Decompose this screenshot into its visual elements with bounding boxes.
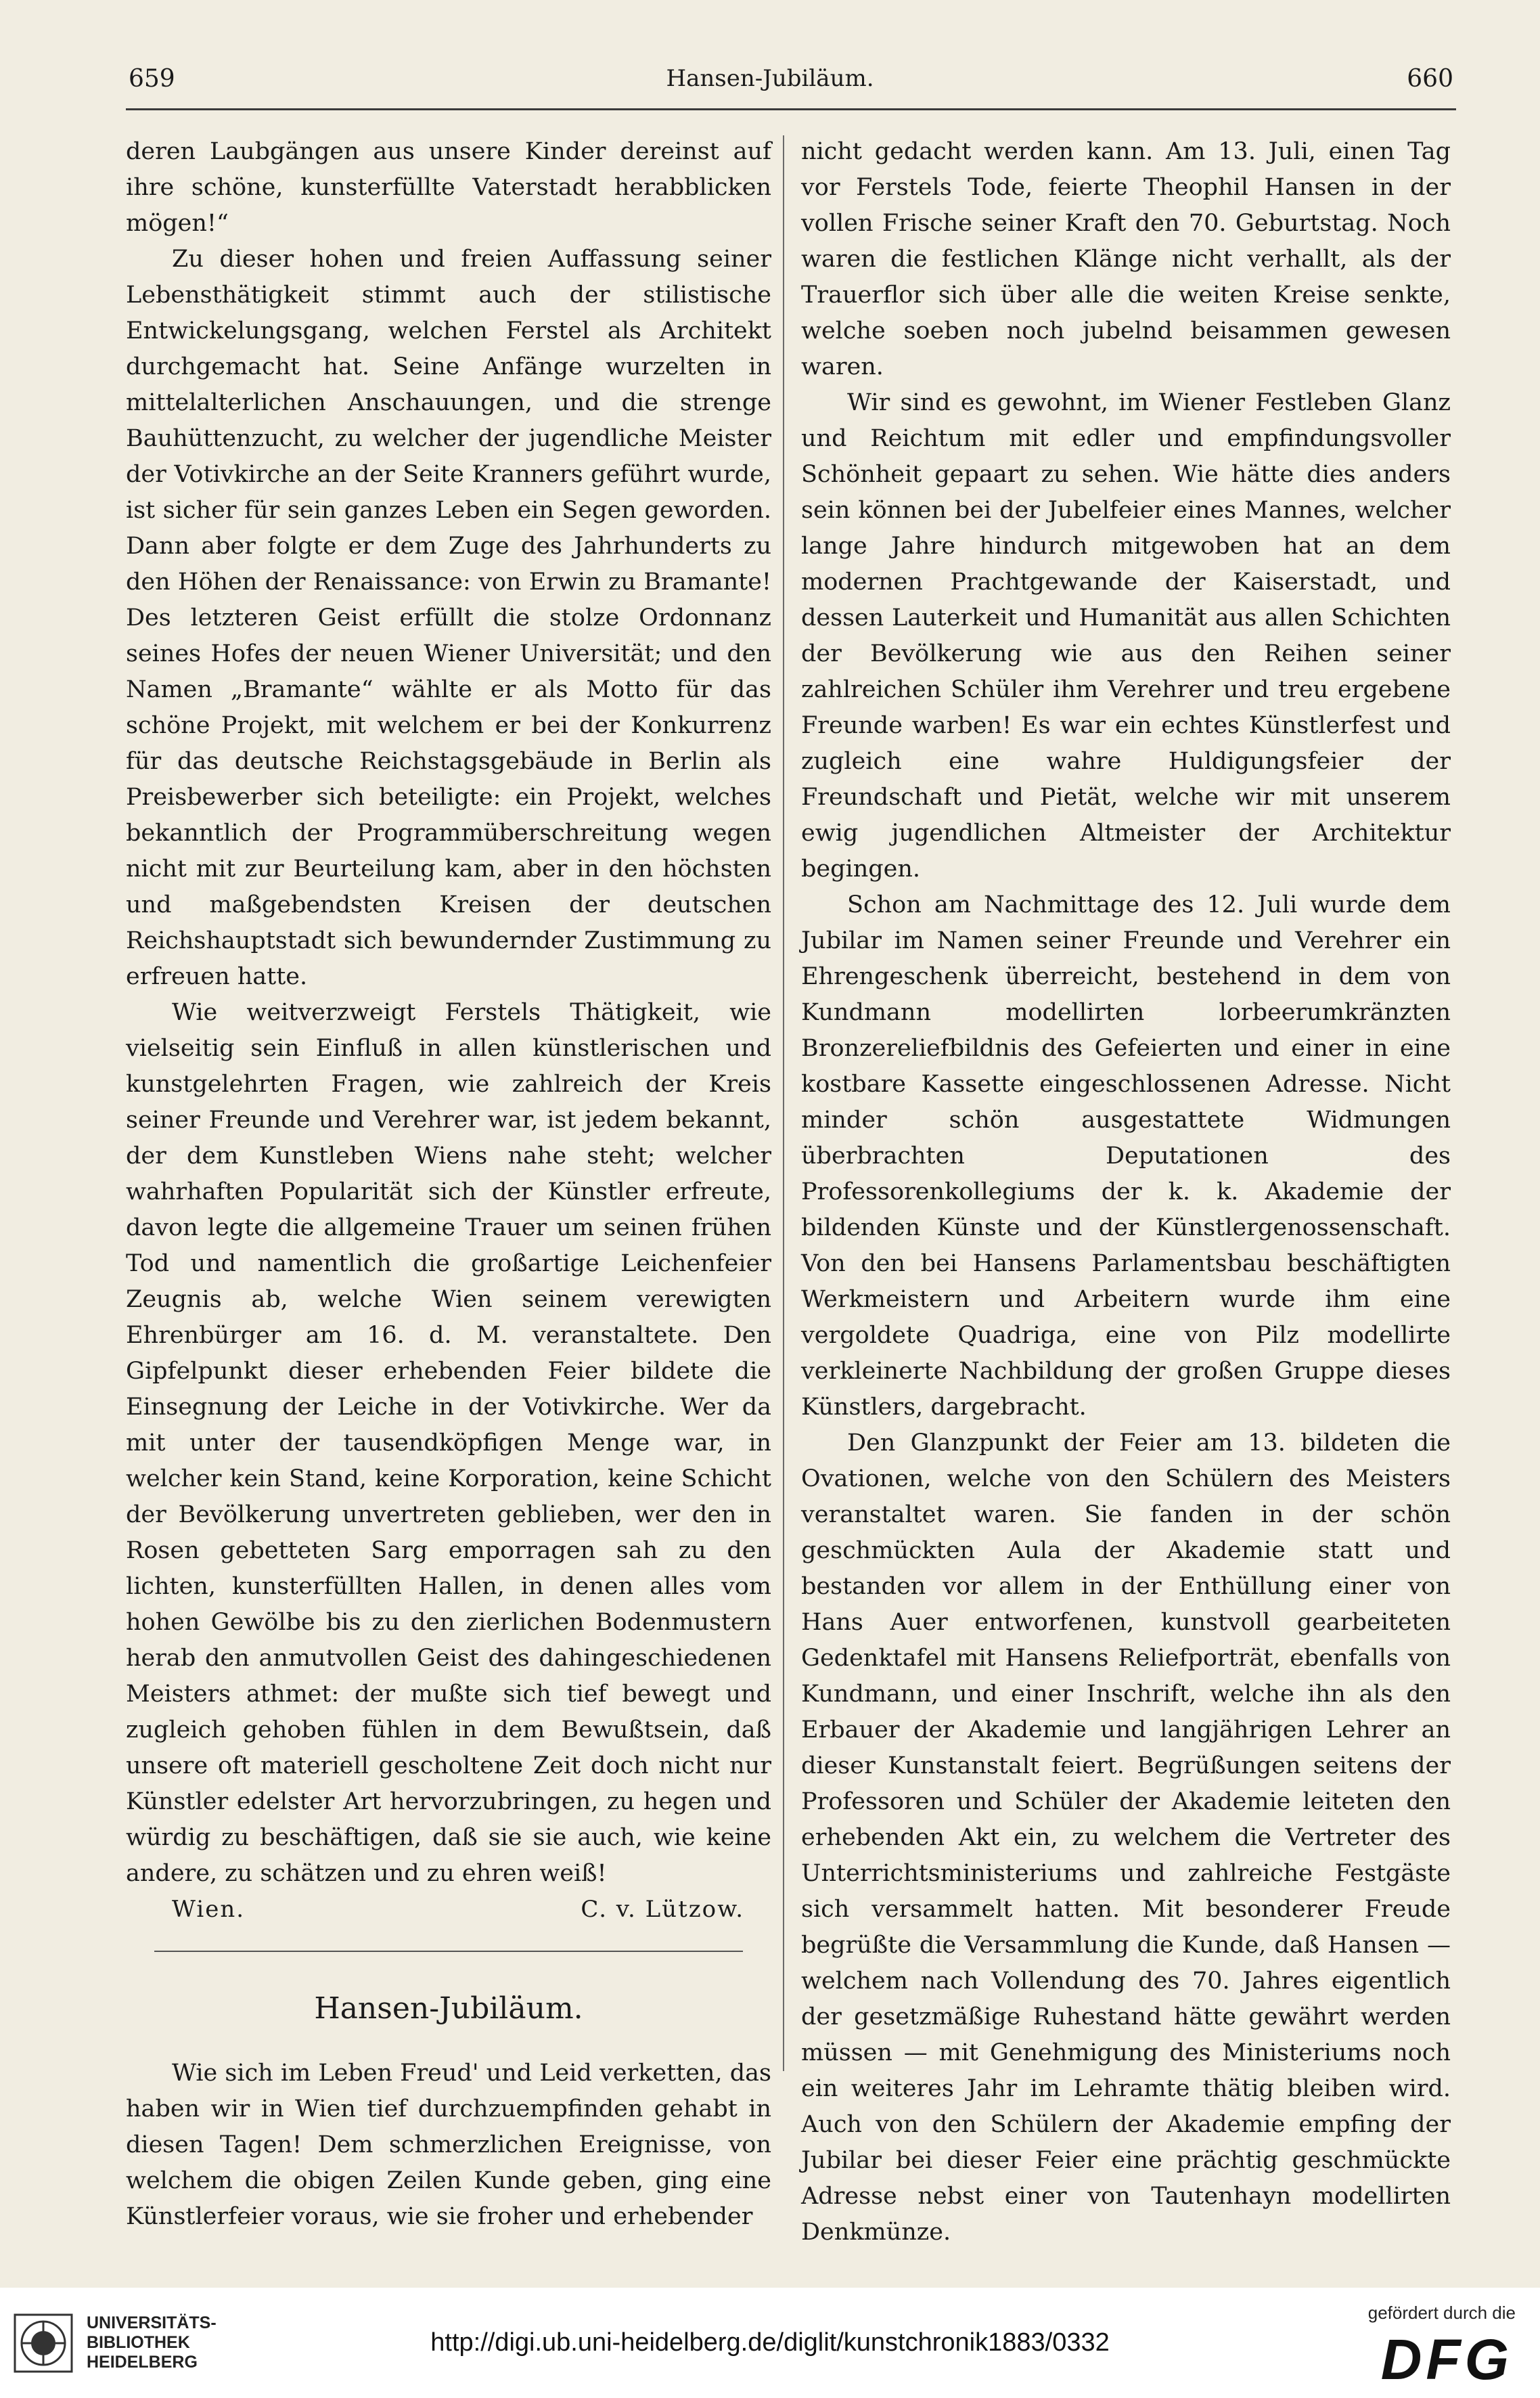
header-rule <box>126 108 1456 110</box>
article1-place: Wien. <box>172 1896 246 1923</box>
right-column <box>801 134 1451 2250</box>
funded-by-label: gefördert durch die <box>1367 2303 1516 2323</box>
source-url-link[interactable]: http://digi.ub.uni-heidelberg.de/diglit/kunstchronik1883/0332 <box>430 2328 1110 2357</box>
page-number-right: 660 <box>1407 65 1453 93</box>
running-title: Hansen-Jubiläum. <box>666 65 874 92</box>
article2-paragraph-2: Wir sind es gewohnt, im Wiener Festleben Glanz und Reichtum mit edler und empfindungsvoller Schönheit gepaart zu sehen. Wie hätte dies anders sein können bei der Jubelfeier eines Mannes, welcher lange Jahre hindurch mitgewoben hat an dem modernen Prachtgewande der Kaiserstadt, und dessen Lauterkeit und Humanität aus allen Schichten der Bevölkerung wie aus den Reihen seiner zahlreichen Schüler ihm Verehrer und treu ergebene Freunde warben! Es war ein echtes Künstlerfest und zugleich eine wahre Huldigungsfeier der Freundschaft und Pietät, welche wir mit unserem ewig jugendlichen Altmeister der Architektur begingen. <box>801 389 1451 883</box>
page-number-left: 659 <box>129 65 175 93</box>
article2-paragraph-4: Den Glanzpunkt der Feier am 13. bildeten die Ovationen, welche von den Schülern des Meisters veranstaltet waren. Sie fanden in der schön geschmückten Aula der Akademie statt und bestanden vor allem in der Enthüllung einer von Hans Auer entworfenen, kunstvoll gearbeiteten Gedenktafel mit Hansens Reliefporträt, ebenfalls von Kundmann, und einer Inschrift, welche ihn als den Erbauer der Akademie und langjährigen Lehrer an dieser Kunstanstalt feiert. Begrüßungen seitens der Professoren und Schüler der Akademie leiteten den erhebenden Akt ein, zu welchem die Vertreter des Unterrichtsministeriums und zahlreiche Festgäste sich versammelt hatten. Mit besonderer Freude begrüßte die Versammlung die Kunde, daß Hansen — welchem nach Vollendung des 70. Jahres eigentlich der gesetzmäßige Ruhestand hätte gewährt werden müssen — mit Genehmigung des Ministeriums noch ein weiteres Jahr im Lehramte thätig bleiben wird. Auch von den Schülern der Akademie empfing der Jubilar bei dieser Feier eine prächtig geschmückte Adresse nebst einer von Tautenhayn modellirten Denkmünze. <box>801 1429 1451 2246</box>
column-divider <box>783 135 784 2071</box>
article1-paragraph-3: Wie weitverzweigt Ferstels Thätigkeit, wie vielseitig sein Einfluß in allen künstlerischen und kunstgelehrten Fragen, wie zahlreich der Kreis seiner Freunde und Verehrer war, ist jedem bekannt, der dem Kunstleben Wiens nahe steht; welcher wahrhaften Popularität sich der Künstler erfreute, davon legte die allgemeine Trauer um seinen frühen Tod und namentlich die großartige Leichenfeier Zeugnis ab, welche Wien seinem verewigten Ehrenbürger am 16. d. M. veranstaltete. Den Gipfelpunkt dieser erhebenden Feier bildete die Einsegnung der Leiche in der Votivkirche. Wer da mit unter der tausendköpfigen Menge war, in welcher kein Stand, keine Korporation, keine Schicht der Bevölkerung unvertreten geblieben, wer den in Rosen gebetteten Sarg emporragen sah zu den lichten, kunsterfüllten Hallen, in denen alles vom hohen Gewölbe bis zu den zierlichen Bodenmustern herab den anmutvollen Geist des dahingeschiedenen Meisters athmet: der mußte sich tief bewegt und zugleich gehoben fühlen in dem Bewußtsein, daß unsere oft materiell gescholtene Zeit doch nicht nur Künstler edelster Art hervorzubringen, zu hegen und würdig zu beschäftigen, daß sie sie auch, wie keine andere, zu schätzen und zu ehren weiß! <box>126 999 771 1887</box>
institution-name: UNIVERSITÄTS- BIBLIOTHEK HEIDELBERG <box>87 2313 217 2372</box>
dfg-logo: DFG <box>1380 2328 1513 2391</box>
article1-paragraph-1: deren Laubgängen aus unsere Kinder dereinst auf ihre schöne, kunsterfüllte Vaterstadt herabblicken mögen!“ <box>126 138 771 237</box>
article2-paragraph-continued: nicht gedacht werden kann. Am 13. Juli, einen Tag vor Ferstels Tode, feierte Theophil Hansen in der vollen Frische seiner Kraft den 70. Geburtstag. Noch waren die festlichen Klänge nicht verhallt, als der Trauerflor sich über alle die weiten Kreise senkte, welche soeben noch jubelnd beisammen gewesen waren. <box>801 138 1451 380</box>
article2-title: Hansen-Jubiläum. <box>314 1991 583 2026</box>
section-rule <box>154 1951 743 1952</box>
left-column <box>126 134 771 2235</box>
article1-signature <box>126 1892 771 1928</box>
article1-author: C. v. Lützow. <box>581 1896 744 1923</box>
footer-bar <box>0 2288 1540 2398</box>
article2-paragraph-3: Schon am Nachmittage des 12. Juli wurde dem Jubilar im Namen seiner Freunde und Verehrer ein Ehrengeschenk überreicht, bestehend in dem von Kundmann modellirten lorbeerumkränzten Bronzereliefbildnis des Gefeierten und einer in eine kostbare Kassette eingeschlossenen Adresse. Nicht minder schön ausgestattete Widmungen überbrachten Deputationen des Professorenkollegiums der k. k. Akademie der bildenden Künste und der Künstlergenossenschaft. Von den bei Hansens Parlamentsbau beschäftigten Werkmeistern und Arbeitern wurde ihm eine vergoldete Quadriga, eine von Pilz modellirte verkleinerte Nachbildung der großen Gruppe dieses Künstlers, dargebracht. <box>801 891 1451 1421</box>
article1-paragraph-2: Zu dieser hohen und freien Auffassung seiner Lebensthätigkeit stimmt auch der stilistische Entwickelungsgang, welchen Ferstel als Architekt durchgemacht hat. Seine Anfänge wurzelten in mittelalterlichen Anschauungen, und die strenge Bauhüttenzucht, zu welcher der jugendliche Meister der Votivkirche an der Seite Kranners geführt wurde, ist sicher für sein ganzes Leben ein Segen geworden. Dann aber folgte er dem Zuge des Jahrhunderts zu den Höhen der Renaissance: von Erwin zu Bramante! Des letzteren Geist erfüllt die stolze Ordonnanz seines Hofes der neuen Wiener Universität; und den Namen „Bramante“ wählte er als Motto für das schöne Projekt, mit welchem er bei der Konkurrenz für das deutsche Reichstagsgebäude in Berlin als Preisbewerber sich beteiligte: ein Projekt, welches bekanntlich der Programmüberschreitung wegen nicht mit zur Beurteilung kam, aber in den höchsten und maßgebendsten Kreisen der deutschen Reichshauptstadt sich bewundernder Zustimmung zu erfreuen hatte. <box>126 246 771 990</box>
article2-paragraph-1: Wie sich im Leben Freud' und Leid verketten, das haben wir in Wien tief durchzuempfinden gehabt in diesen Tagen! Dem schmerzlichen Ereignisse, von welchem die obigen Zeilen Kunde geben, ging eine Künstlerfeier voraus, wie sie froher und erhebender <box>126 2060 771 2230</box>
